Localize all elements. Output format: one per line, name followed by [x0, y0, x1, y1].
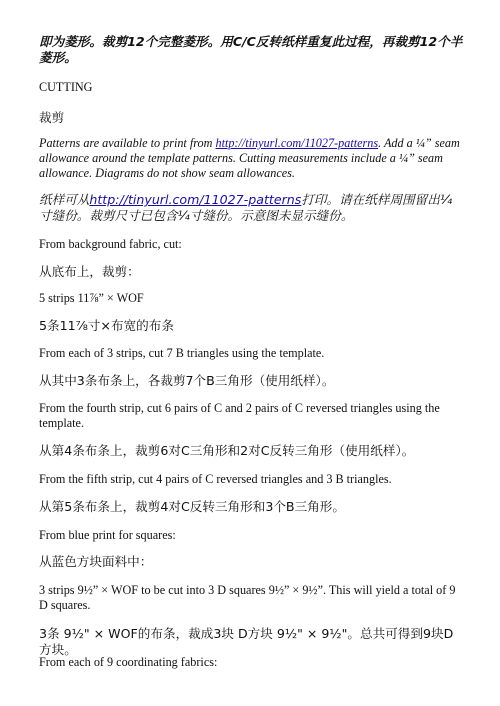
- squares-line-cn: 3条 9½" × WOF的布条，裁成3块 D方块 9½" × 9½"。总共可得到9块D方块。: [39, 626, 454, 657]
- fifth-strip-cn: 从第5条布条上，裁剪4对C反转三角形和3个B三角形。: [39, 499, 345, 514]
- fourth-strip-en: From the fourth strip, cut 6 pairs of C and 2 pairs of C reversed triangles using the template.: [39, 401, 440, 430]
- squares-line-en: 3 strips 9½” × WOF to be cut into 3 D squares 9½” × 9½”. This will yield a total of 9 D squares.: [39, 583, 456, 612]
- strips-line-cn: 5条11⅞寸×布宽的布条: [39, 318, 174, 333]
- patterns-text-before: Patterns are available to print from: [39, 136, 216, 150]
- section-title-en: CUTTING: [39, 80, 93, 94]
- coordinating-fabrics-en: From each of 9 coordinating fabrics:: [39, 655, 218, 669]
- fifth-strip-en: From the fifth strip, cut 4 pairs of C reversed triangles and 3 B triangles.: [39, 472, 392, 486]
- fourth-strip-cn: 从第4条布条上，裁剪6对C三角形和2对C反转三角形（使用纸样）。: [39, 443, 415, 458]
- patterns-cn-after: 打印。请在纸样周围留出¼寸缝份。裁剪尺寸已包含¼寸缝份。示意图未显示缝份。: [39, 192, 453, 223]
- patterns-text-after: . Add a ¼” seam allowance around the template patterns. Cutting measurements include a ¼” seam allowance. Diagrams do not show seam allowances.: [39, 136, 460, 180]
- each-strip-en: From each of 3 strips, cut 7 B triangles using the template.: [39, 346, 325, 360]
- blue-print-cn: 从蓝色方块面料中：: [39, 554, 153, 569]
- background-fabric-en: From background fabric, cut:: [39, 237, 182, 251]
- patterns-cn-before: 纸样可从: [39, 192, 90, 207]
- strips-line-en: 5 strips 11⅞” × WOF: [39, 291, 144, 305]
- patterns-paragraph-cn: [39, 192, 463, 224]
- each-strip-cn: 从其中3条布条上，各裁剪7个B三角形（使用纸样）。: [39, 373, 335, 388]
- section-title-cn: 裁剪: [39, 110, 65, 125]
- blue-print-en: From blue print for squares:: [39, 528, 176, 542]
- patterns-link-en[interactable]: http://tinyurl.com/11027-patterns: [215, 136, 379, 150]
- patterns-paragraph-en: [39, 136, 463, 181]
- patterns-link-cn[interactable]: http://tinyurl.com/11027-patterns: [89, 192, 302, 207]
- intro-heading-cn: 即为菱形。裁剪12个完整菱形。用C/C反转纸样重复此过程，再裁剪12个半菱形。: [39, 34, 463, 65]
- background-fabric-cn: 从底布上，裁剪：: [39, 264, 140, 279]
